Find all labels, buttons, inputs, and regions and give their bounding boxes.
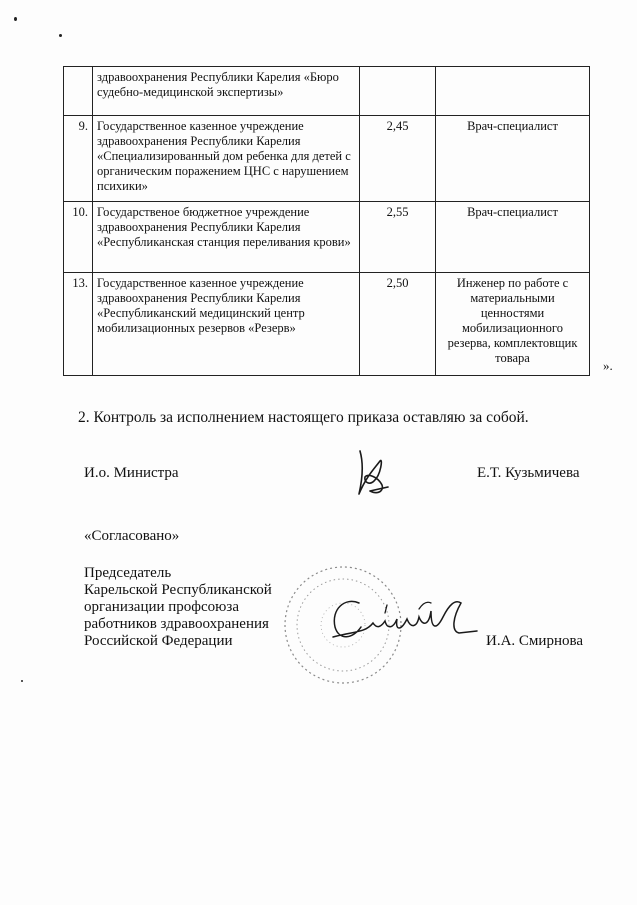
minister-name: Е.Т. Кузьмичева bbox=[477, 465, 580, 481]
chairman-line: Карельской Республиканской bbox=[84, 582, 272, 598]
table-row bbox=[64, 273, 590, 376]
scan-speck bbox=[59, 34, 62, 37]
position-title bbox=[436, 67, 590, 116]
agreed-heading: «Согласовано» bbox=[84, 528, 180, 544]
institution-name: Государственное казенное учреждение здравоохранения Республики Карелия «Специализированный дом ребенка для детей с органическим поражением ЦНС с нарушением психики» bbox=[93, 116, 360, 202]
chairman-line: организации профсоюза bbox=[84, 599, 239, 615]
table-row bbox=[64, 202, 590, 273]
rate-value: 2,50 bbox=[360, 273, 436, 376]
row-number: 9. bbox=[64, 116, 93, 202]
row-number: 10. bbox=[64, 202, 93, 273]
scan-speck bbox=[21, 680, 23, 682]
chairman-line: Российской Федерации bbox=[84, 633, 233, 649]
closing-quote: ». bbox=[603, 358, 613, 373]
chairman-name: И.А. Смирнова bbox=[486, 633, 584, 649]
minister-signature bbox=[350, 447, 395, 499]
institution-name: Государственое бюджетное учреждение здравоохранения Республики Карелия «Республиканская станция переливания крови» bbox=[93, 202, 360, 273]
chairman-line: Председатель bbox=[84, 565, 172, 581]
chairman-block bbox=[84, 565, 272, 650]
control-paragraph: 2. Контроль за исполнением настоящего приказа оставляю за собой. bbox=[78, 409, 529, 426]
chairman-signature bbox=[315, 583, 485, 658]
rate-value: 2,45 bbox=[360, 116, 436, 202]
positions-table bbox=[63, 66, 590, 376]
minister-title: И.о. Министра bbox=[84, 465, 179, 481]
institution-name: Государственное казенное учреждение здравоохранения Республики Карелия «Республиканский медицинский центр мобилизационных резервов «Резерв» bbox=[93, 273, 360, 376]
row-number bbox=[64, 67, 93, 116]
position-title: Инженер по работе с материальными ценностями мобилизационного резерва, комплектовщик товара bbox=[436, 273, 590, 376]
position-title: Врач-специалист bbox=[436, 116, 590, 202]
chairman-line: работников здравоохранения bbox=[84, 616, 269, 632]
row-number: 13. bbox=[64, 273, 93, 376]
institution-name: здравоохранения Республики Карелия «Бюро судебно-медицинской экспертизы» bbox=[93, 67, 360, 116]
position-title: Врач-специалист bbox=[436, 202, 590, 273]
scan-speck bbox=[14, 17, 17, 21]
table-row bbox=[64, 67, 590, 116]
rate-value bbox=[360, 67, 436, 116]
rate-value: 2,55 bbox=[360, 202, 436, 273]
table-row bbox=[64, 116, 590, 202]
